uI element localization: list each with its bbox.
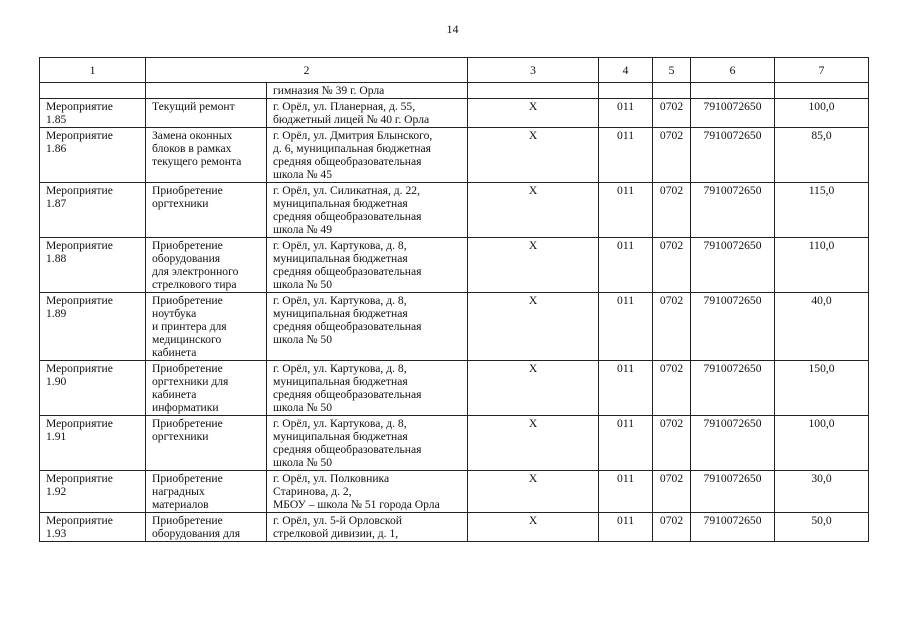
amount-cell: 85,0 [775, 128, 869, 183]
address-cell: г. Орёл, ул. Картукова, д. 8, муниципальная бюджетная средняя общеобразовательная школа № 50 [267, 293, 468, 361]
measure-id-cell: Мероприятие 1.91 [40, 416, 146, 471]
measure-name-cell: Приобретение наградных материалов [146, 471, 267, 513]
col-5-code-cell: 0702 [653, 128, 691, 183]
header-col-7: 7 [775, 58, 869, 83]
col-3-mark-cell: X [468, 99, 599, 128]
measure-id-cell: Мероприятие 1.87 [40, 183, 146, 238]
col-6-code-cell: 7910072650 [691, 513, 775, 542]
table-row [40, 183, 869, 238]
address-cell: г. Орёл, ул. 5-й Орловской стрелковой дивизии, д. 1, [267, 513, 468, 542]
measure-name-cell: Приобретение оргтехники [146, 416, 267, 471]
col-6-code-cell: 7910072650 [691, 416, 775, 471]
address-cell: г. Орёл, ул. Силикатная, д. 22, муниципальная бюджетная средняя общеобразовательная школа № 49 [267, 183, 468, 238]
table-row [40, 513, 869, 542]
measure-id-cell: Мероприятие 1.88 [40, 238, 146, 293]
continuation-text: гимназия № 39 г. Орла [267, 83, 468, 99]
table-row [40, 128, 869, 183]
measure-name-cell: Приобретение оргтехники [146, 183, 267, 238]
table-row [40, 238, 869, 293]
amount-cell: 100,0 [775, 99, 869, 128]
measure-id-cell: Мероприятие 1.85 [40, 99, 146, 128]
address-cell: г. Орёл, ул. Картукова, д. 8, муниципальная бюджетная средняя общеобразовательная школа № 50 [267, 361, 468, 416]
measure-id-cell: Мероприятие 1.86 [40, 128, 146, 183]
table-row [40, 471, 869, 513]
col-3-mark-cell: X [468, 293, 599, 361]
col-6-code-cell: 7910072650 [691, 361, 775, 416]
measure-name-cell: Приобретение оборудования для электронного стрелкового тира [146, 238, 267, 293]
col-4-code-cell: 011 [599, 293, 653, 361]
amount-cell: 30,0 [775, 471, 869, 513]
address-cell: г. Орёл, ул. Полковника Старинова, д. 2, МБОУ – школа № 51 города Орла [267, 471, 468, 513]
address-cell: г. Орёл, ул. Картукова, д. 8, муниципальная бюджетная средняя общеобразовательная школа № 50 [267, 416, 468, 471]
header-col-5: 5 [653, 58, 691, 83]
col-5-code-cell: 0702 [653, 293, 691, 361]
amount-cell: 40,0 [775, 293, 869, 361]
measures-table [39, 57, 869, 542]
col-6-code-cell: 7910072650 [691, 183, 775, 238]
measure-name-cell: Текущий ремонт [146, 99, 267, 128]
col-4-code-cell: 011 [599, 513, 653, 542]
col-5-code-cell: 0702 [653, 471, 691, 513]
col-5-code-cell: 0702 [653, 416, 691, 471]
col-4-code-cell: 011 [599, 183, 653, 238]
col-6-code-cell: 7910072650 [691, 293, 775, 361]
amount-cell: 100,0 [775, 416, 869, 471]
col-3-mark-cell: X [468, 128, 599, 183]
measure-id-cell: Мероприятие 1.89 [40, 293, 146, 361]
measure-name-cell: Замена оконных блоков в рамках текущего ремонта [146, 128, 267, 183]
col-3-mark-cell: X [468, 361, 599, 416]
continuation-row [40, 83, 869, 99]
col-6-code-cell: 7910072650 [691, 99, 775, 128]
col-4-code-cell: 011 [599, 361, 653, 416]
col-5-code-cell: 0702 [653, 513, 691, 542]
col-4-code-cell: 011 [599, 238, 653, 293]
header-col-6: 6 [691, 58, 775, 83]
col-3-mark-cell: X [468, 238, 599, 293]
col-6-code-cell: 7910072650 [691, 238, 775, 293]
col-5-code-cell: 0702 [653, 183, 691, 238]
measure-name-cell: Приобретение ноутбука и принтера для медицинского кабинета [146, 293, 267, 361]
address-cell: г. Орёл, ул. Дмитрия Блынского, д. 6, муниципальная бюджетная средняя общеобразовательная школа № 45 [267, 128, 468, 183]
col-4-code-cell: 011 [599, 471, 653, 513]
measure-name-cell: Приобретение оборудования для [146, 513, 267, 542]
amount-cell: 115,0 [775, 183, 869, 238]
amount-cell: 150,0 [775, 361, 869, 416]
amount-cell: 50,0 [775, 513, 869, 542]
col-5-code-cell: 0702 [653, 361, 691, 416]
header-col-2: 2 [146, 58, 468, 83]
measure-id-cell: Мероприятие 1.93 [40, 513, 146, 542]
header-col-3: 3 [468, 58, 599, 83]
address-cell: г. Орёл, ул. Картукова, д. 8, муниципальная бюджетная средняя общеобразовательная школа № 50 [267, 238, 468, 293]
col-3-mark-cell: X [468, 513, 599, 542]
page-number: 14 [446, 22, 459, 36]
table-row [40, 99, 869, 128]
header-col-4: 4 [599, 58, 653, 83]
measure-id-cell: Мероприятие 1.92 [40, 471, 146, 513]
col-3-mark-cell: X [468, 471, 599, 513]
col-4-code-cell: 011 [599, 128, 653, 183]
address-cell: г. Орёл, ул. Планерная, д. 55, бюджетный лицей № 40 г. Орла [267, 99, 468, 128]
col-5-code-cell: 0702 [653, 99, 691, 128]
col-4-code-cell: 011 [599, 416, 653, 471]
header-col-1: 1 [40, 58, 146, 83]
measure-id-cell: Мероприятие 1.90 [40, 361, 146, 416]
table-row [40, 416, 869, 471]
table-row [40, 361, 869, 416]
col-6-code-cell: 7910072650 [691, 128, 775, 183]
col-3-mark-cell: X [468, 183, 599, 238]
col-4-code-cell: 011 [599, 99, 653, 128]
measure-name-cell: Приобретение оргтехники для кабинета информатики [146, 361, 267, 416]
col-5-code-cell: 0702 [653, 238, 691, 293]
col-6-code-cell: 7910072650 [691, 471, 775, 513]
amount-cell: 110,0 [775, 238, 869, 293]
header-row [40, 58, 869, 83]
table-row [40, 293, 869, 361]
col-3-mark-cell: X [468, 416, 599, 471]
